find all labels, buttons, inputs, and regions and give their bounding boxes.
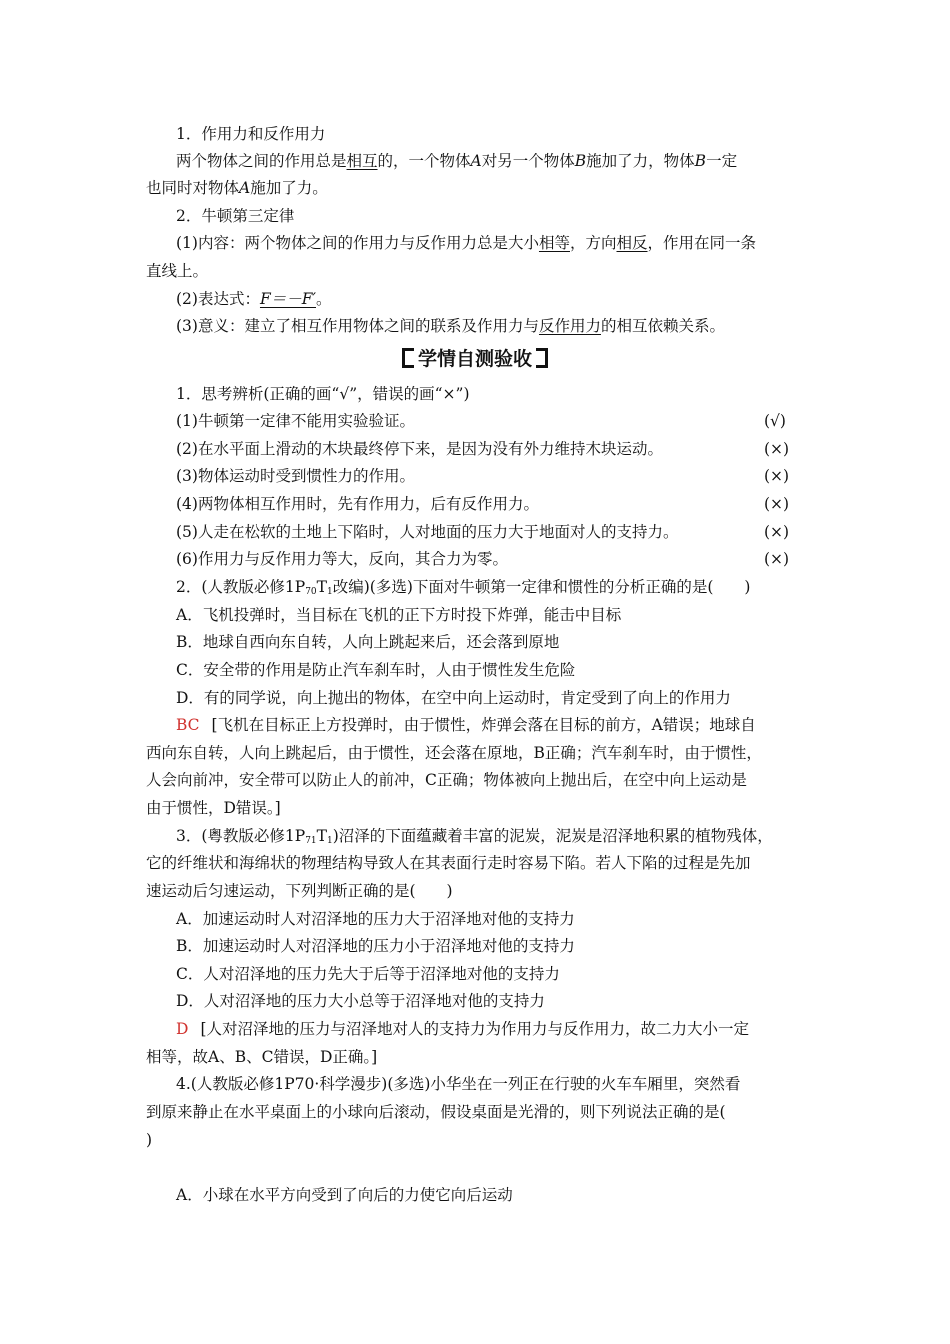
fill-blank-answer: 相互 bbox=[346, 152, 378, 170]
paragraph-line: 两个物体之间的作用总是相互的，一个物体A对另一个物体B施加了力，物体B一定 bbox=[176, 152, 738, 170]
paragraph-line: (2)表达式：F＝－F′。 bbox=[176, 290, 332, 308]
answer-explanation: 人会向前冲，安全带可以防止人的前冲，C正确；物体被向上抛出后，在空中向上运动是 bbox=[146, 771, 747, 789]
paragraph-line: 直线上。 bbox=[146, 262, 209, 280]
answer-option: B．地球自西向东自转，人向上跳起来后，还会落到原地 bbox=[176, 633, 560, 651]
answer-option: D．人对沼泽地的压力大小总等于沼泽地对他的支持力 bbox=[176, 992, 545, 1010]
judgement-item: (4)两物体相互作用时，先有作用力，后有反作用力。 bbox=[176, 495, 539, 513]
judgement-item: (3)物体运动时受到惯性力的作用。 bbox=[176, 467, 415, 485]
judgement-mark: (×) bbox=[764, 440, 790, 458]
bracket-right-icon bbox=[536, 348, 548, 368]
fill-blank-answer: 相等 bbox=[538, 234, 570, 252]
answer-option: A．小球在水平方向受到了向后的力使它向后运动 bbox=[176, 1186, 513, 1204]
answer-option: C．安全带的作用是防止汽车刹车时，人由于惯性发生危险 bbox=[176, 661, 576, 679]
answer-option: C．人对沼泽地的压力先大于后等于沼泽地对他的支持力 bbox=[176, 965, 560, 983]
answer-explanation: 由于惯性，D错误。] bbox=[146, 799, 281, 817]
section-banner: 学情自测验收 bbox=[0, 346, 950, 372]
answer-key: D bbox=[176, 1020, 189, 1038]
judgement-item: (6)作用力与反作用力等大，反向，其合力为零。 bbox=[176, 550, 508, 568]
question-stem: 2．(人教版必修$1P_{70}T_1$改编)(多选)下面对牛顿第一定律和惯性的分析正确的是( ) bbox=[176, 578, 751, 597]
question-stem: 速运动后匀速运动，下列判断正确的是( ) bbox=[146, 882, 453, 900]
section-heading-action-reaction: 1．作用力和反作用力 bbox=[176, 125, 326, 143]
judgement-item: (5)人走在松软的土地上下陷时，人对地面的压力大于地面对人的支持力。 bbox=[176, 523, 679, 541]
section-heading-newton-third-law: 2．牛顿第三定律 bbox=[176, 207, 295, 225]
judgement-mark: (√) bbox=[764, 412, 786, 430]
paragraph-line: (1)内容：两个物体之间的作用力与反作用力总是大小相等，方向相反，作用在同一条 bbox=[176, 234, 757, 252]
answer-key: BC bbox=[176, 716, 200, 734]
bracket-left-icon bbox=[402, 348, 414, 368]
answer-option: A．飞机投弹时，当目标在飞机的正下方时投下炸弹，能击中目标 bbox=[176, 606, 622, 624]
judgement-mark: (×) bbox=[764, 550, 790, 568]
judgement-mark: (×) bbox=[764, 467, 790, 485]
question-stem: 到原来静止在水平桌面上的小球向后滚动，假设桌面是光滑的，则下列说法正确的是( bbox=[146, 1103, 726, 1121]
answer-explanation: 西向东自转，人向上跳起后，由于惯性，还会落在原地，B正确；汽车刹车时，由于惯性， bbox=[146, 744, 762, 762]
judgement-item: (1)牛顿第一定律不能用实验验证。 bbox=[176, 412, 415, 430]
judgement-mark: (×) bbox=[764, 523, 790, 541]
answer-option: D．有的同学说，向上抛出的物体，在空中向上运动时，肯定受到了向上的作用力 bbox=[176, 689, 731, 707]
question-stem: 它的纤维状和海绵状的物理结构导致人在其表面行走时容易下陷。若人下陷的过程是先加 bbox=[146, 854, 751, 872]
answer-option: A．加速运动时人对沼泽地的压力大于沼泽地对他的支持力 bbox=[176, 910, 575, 928]
fill-blank-answer: 相反 bbox=[616, 234, 648, 252]
paragraph-line: (3)意义：建立了相互作用物体之间的联系及作用力与反作用力的相互依赖关系。 bbox=[176, 317, 725, 335]
judgement-item: (2)在水平面上滑动的木块最终停下来，是因为没有外力维持木块运动。 bbox=[176, 440, 663, 458]
judgement-mark: (×) bbox=[764, 495, 790, 513]
answer-explanation: 相等，故A、B、C错误，D正确。] bbox=[146, 1048, 378, 1066]
paragraph-line: 也同时对物体A施加了力。 bbox=[146, 179, 328, 197]
formula: F＝－F′ bbox=[259, 290, 316, 308]
question-stem: ) bbox=[146, 1131, 153, 1149]
question-stem: 1．思考辨析(正确的画“√”，错误的画“×”) bbox=[176, 385, 470, 403]
answer-explanation: BC [飞机在目标正上方投弹时，由于惯性，炸弹会落在目标的前方，A错误；地球自 bbox=[176, 716, 756, 734]
question-stem: 4.(人教版必修1P70·科学漫步)(多选)小华坐在一列正在行驶的火车车厢里，突然看 bbox=[176, 1075, 741, 1093]
fill-blank-answer: 反作用力 bbox=[538, 317, 601, 335]
answer-option: B．加速运动时人对沼泽地的压力小于沼泽地对他的支持力 bbox=[176, 937, 575, 955]
answer-explanation: D [人对沼泽地的压力与沼泽地对人的支持力为作用力与反作用力，故二力大小一定 bbox=[176, 1020, 749, 1038]
question-stem: 3．(粤教版必修$1P_{71}T_1$)沼泽的下面蕴藏着丰富的泥炭，泥炭是沼泽地积累的植物残体， bbox=[176, 827, 773, 846]
